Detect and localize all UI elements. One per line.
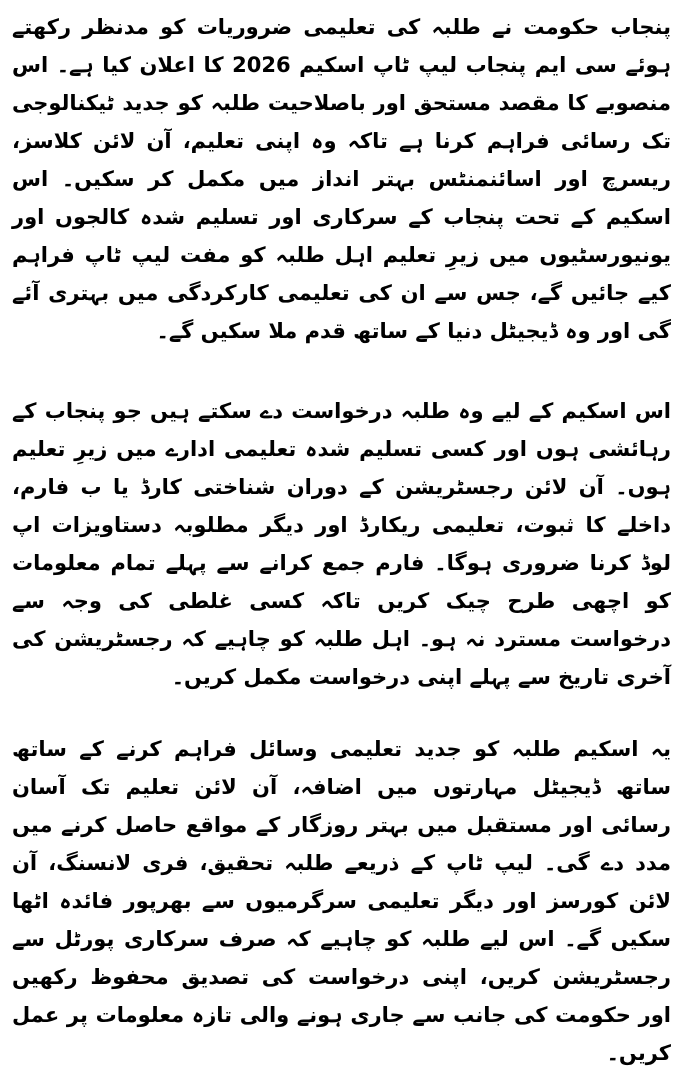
article-paragraph-2: اس اسکیم کے لیے وہ طلبہ درخواست دے سکتے ہیں جو پنجاب کے رہائشی ہوں اور کسی تسلیم شدہ تعلیمی ادارے میں زیرِ تعلیم ہوں۔ آن لائن رجسٹریشن کے دوران شناختی کارڈ یا ب فارم، داخلے کا ثبوت، تعلیمی ریکارڈ اور دیگر مطلوبہ دستاویزات اپ لوڈ کرنا ضروری ہوگا۔ فارم جمع کرانے سے پہلے تمام معلومات کو اچھی طرح چیک کریں تاکہ کسی غلطی کی وجہ سے درخواست مسترد نہ ہو۔ اہل طلبہ کو چاہیے کہ رجسٹریشن کی آخری تاریخ سے پہلے اپنی درخواست مکمل کریں۔ [12,399,671,689]
article-paragraph-3: یہ اسکیم طلبہ کو جدید تعلیمی وسائل فراہم کرنے کے ساتھ ساتھ ڈیجیٹل مہارتوں میں اضافہ، آن لائن تعلیم تک آسان رسائی اور مستقبل میں بہتر روزگار کے مواقع حاصل کرنے میں مدد دے گی۔ لیپ ٹاپ کے ذریعے طلبہ تحقیق، فری لانسنگ، آن لائن کورسز اور دیگر تعلیمی سرگرمیوں سے بھرپور فائدہ اٹھا سکیں گے۔ اس لیے طلبہ کو چاہیے کہ صرف سرکاری پورٹل سے رجسٹریشن کریں، اپنی درخواست کی تصدیق محفوظ رکھیں اور حکومت کی جانب سے جاری ہونے والی تازہ معلومات پر عمل کریں۔ [12,737,671,1065]
article-paragraph-1: پنجاب حکومت نے طلبہ کی تعلیمی ضروریات کو مدنظر رکھتے ہوئے سی ایم پنجاب لیپ ٹاپ اسکیم 2026 کا اعلان کیا ہے۔ اس منصوبے کا مقصد مستحق اور باصلاحیت طلبہ کو جدید ٹیکنالوجی تک رسائی فراہم کرنا ہے تاکہ وہ اپنی تعلیم، آن لائن کلاسز، ریسرچ اور اسائنمنٹس بہتر انداز میں مکمل کر سکیں۔ اس اسکیم کے تحت پنجاب کے سرکاری اور تسلیم شدہ کالجوں اور یونیورسٹیوں میں زیرِ تعلیم اہل طلبہ کو مفت لیپ ٹاپ فراہم کیے جائیں گے، جس سے ان کی تعلیمی کارکردگی میں بہتری آئے گی اور وہ ڈیجیٹل دنیا کے ساتھ قدم ملا سکیں گے۔ [12,15,671,343]
